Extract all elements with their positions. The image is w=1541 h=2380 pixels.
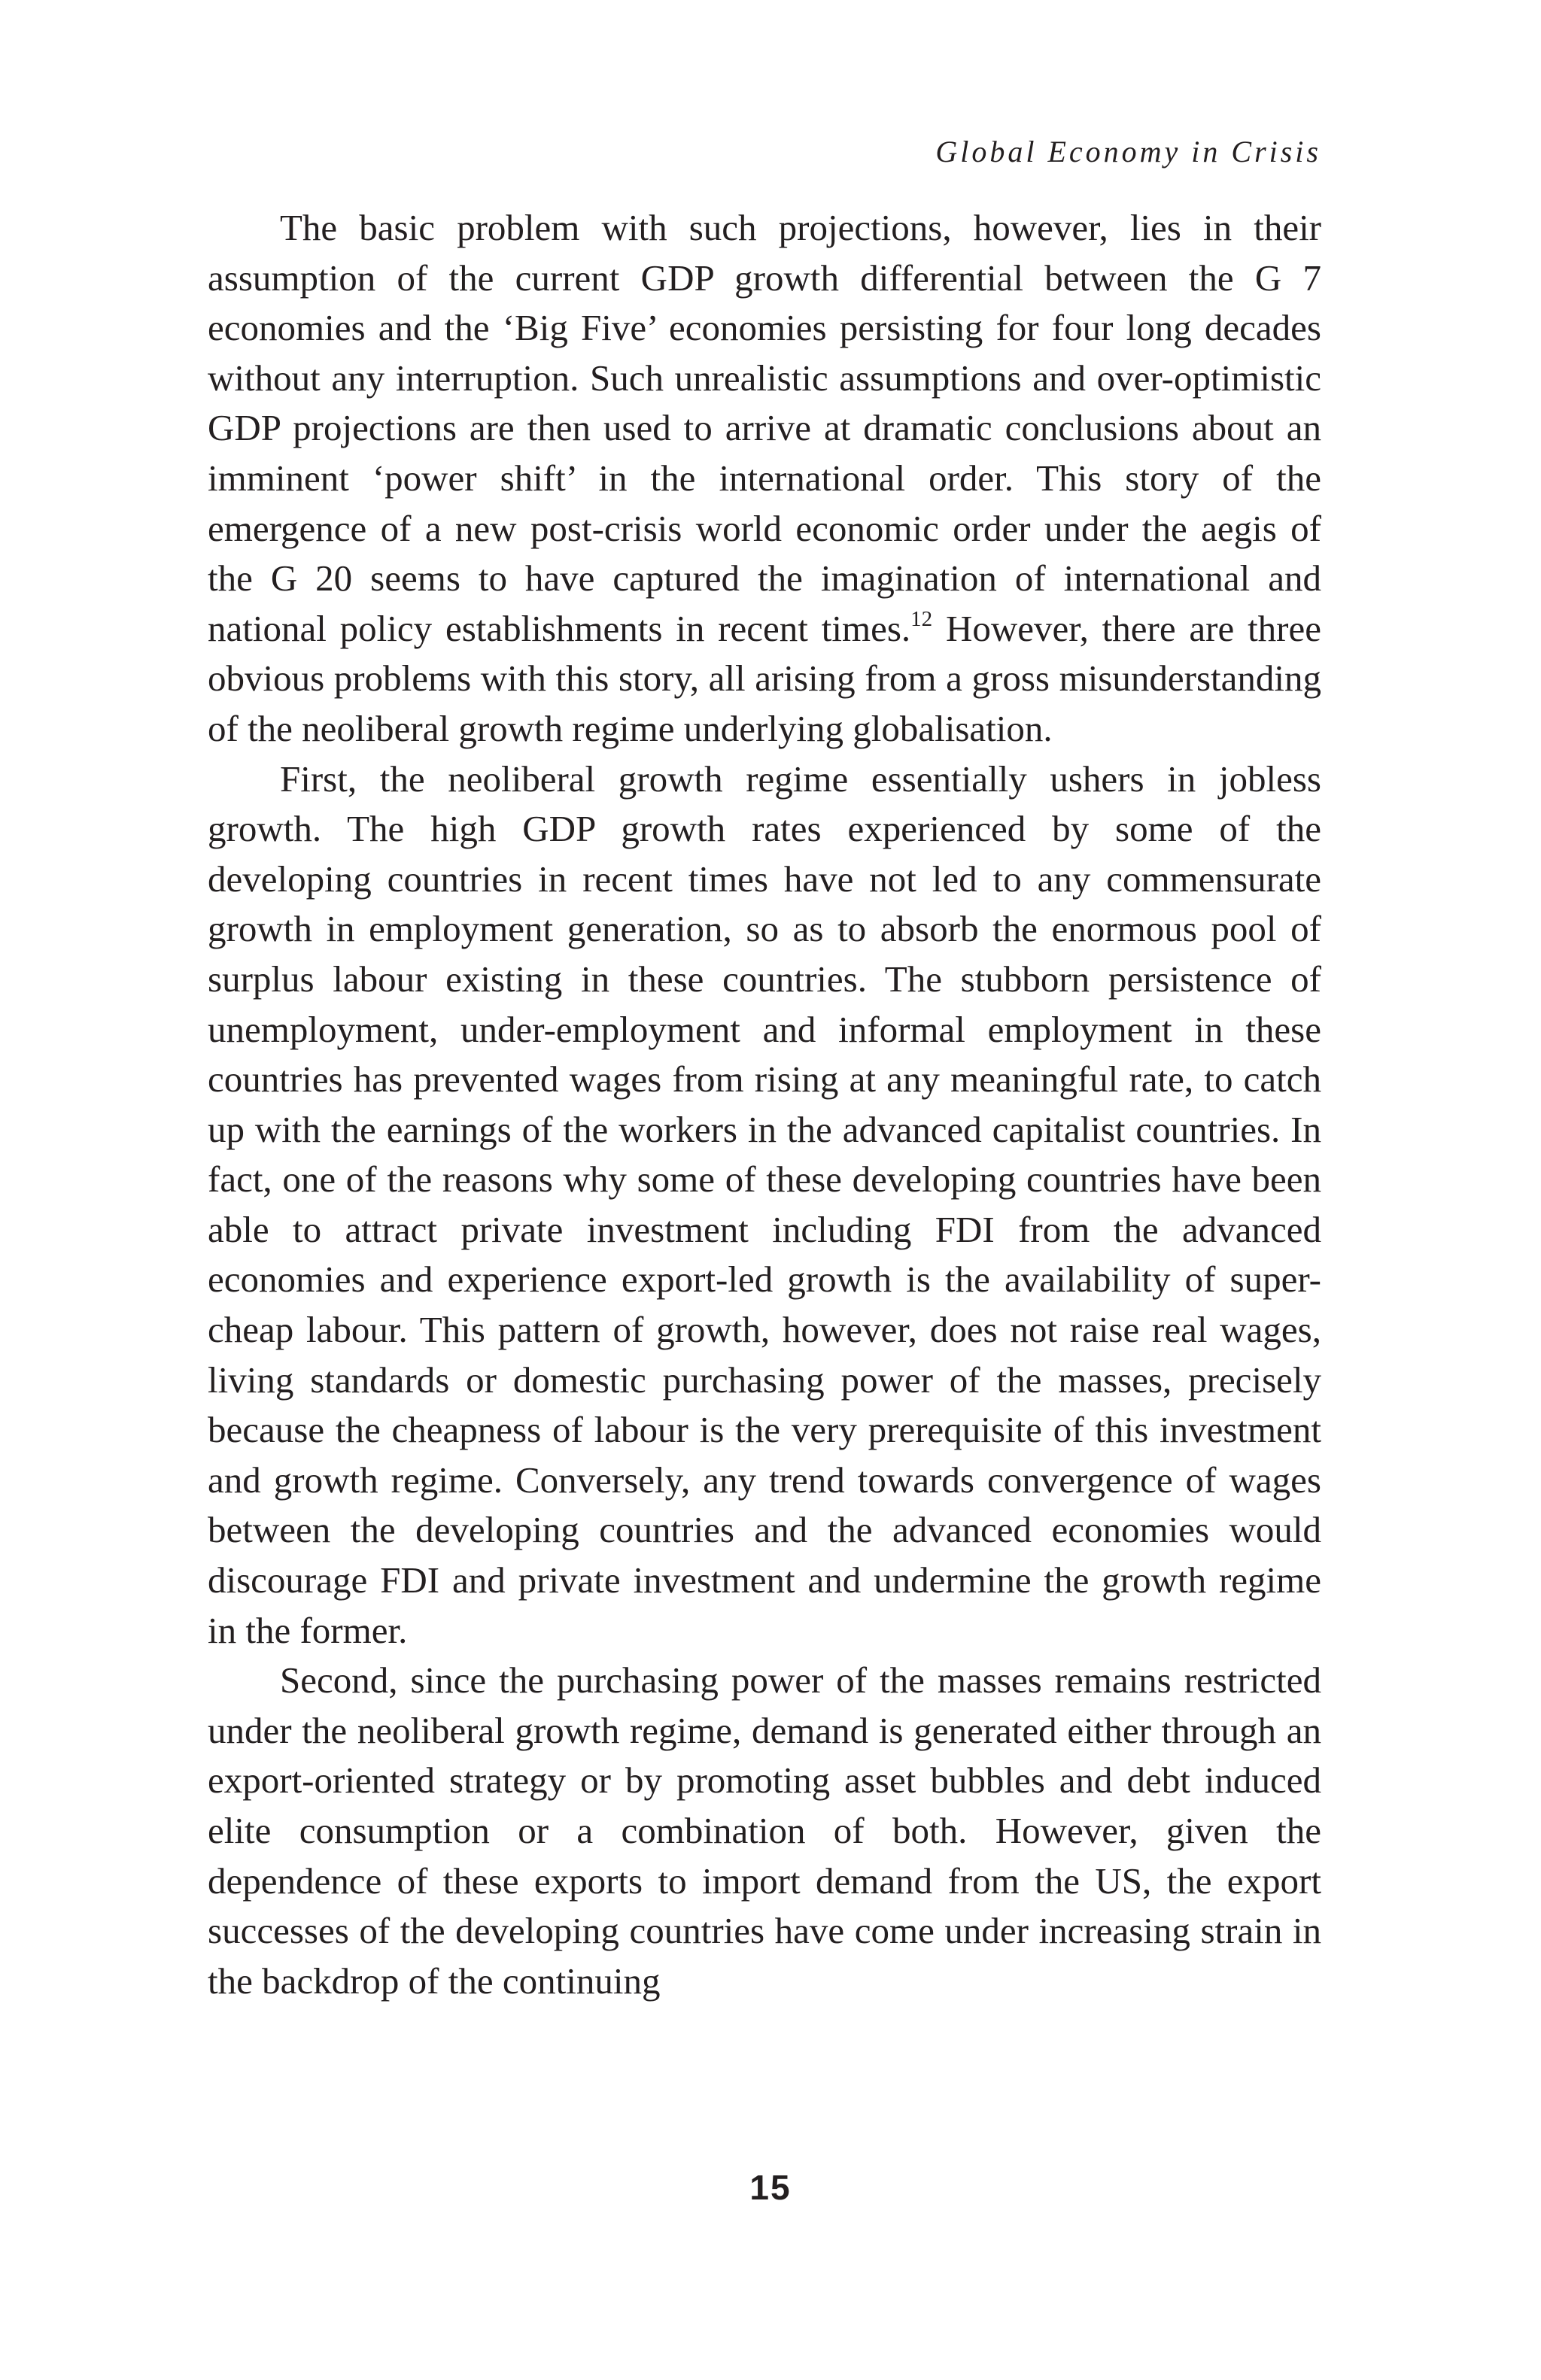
paragraph-2: First, the neoliberal growth regime essentially ushers in jobless growth. The high GDP growth rates experienced by some of the developing countries in recent times have not led to any commensurate growth in employment generation, so as to absorb the enormous pool of surplus labour existing in these countries. The stubborn persistence of unemployment, under-employment and informal employment in these countries has prevented wages from rising at any meaningful rate, to catch up with the earnings of the workers in the advanced capitalist countries. In fact, one of the reasons why some of these developing countries have been able to attract private investment including FDI from the advanced economies and experience export-led growth is the availability of super-cheap labour. This pattern of growth, however, does not raise real wages, living standards or domestic purchasing power of the masses, precisely because the cheapness of labour is the very prerequisite of this investment and growth regime. Conversely, any trend towards convergence of wages between the developing countries and the advanced economies would discourage FDI and private investment and undermine the growth regime in the former.	[208, 757, 1321, 1651]
body-text	[208, 203, 1321, 2006]
paragraph-3: Second, since the purchasing power of the masses remains restricted under the neoliberal growth regime, demand is generated either through an export-oriented strategy or by promoting asset bubbles and debt induced elite consumption or a combination of both. However, given the dependence of these exports to import demand from the US, the export successes of the developing countries have come under increasing strain in the backdrop of the continuing	[208, 1659, 1321, 2002]
paragraph-1	[208, 203, 1321, 754]
footnote-reference-12[interactable]: 12	[910, 606, 933, 631]
paragraph-1-text: The basic problem with such projections, however, lies in their assumption of the current GDP growth differential between the G 7 economies and the ‘Big Five’ economies persisting for four long decades without any interruption. Such unrealistic assumptions and over-optimistic GDP projections are then used to arrive at dramatic conclusions about an imminent ‘power shift’ in the international order. This story of the emergence of a new post-crisis world economic order under the aegis of the G 20 seems to have captured the imagination of international and national policy establishments in recent times.	[208, 207, 1321, 649]
running-head: Global Economy in Crisis	[935, 135, 1321, 168]
paragraph-1-continuation: However, there are three obvious problems with this story, all arising from a gross misunderstanding of the neoliberal growth regime underlying globalisation.	[208, 607, 1321, 749]
page-number: 15	[749, 2168, 792, 2207]
